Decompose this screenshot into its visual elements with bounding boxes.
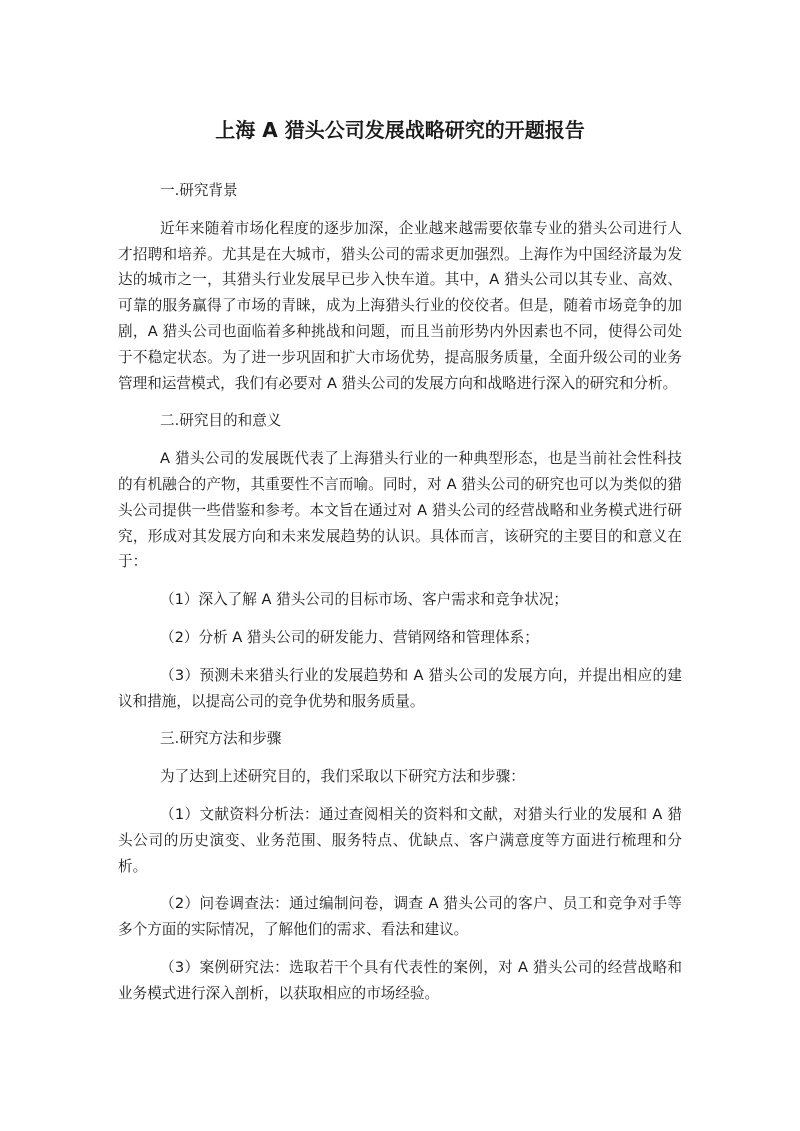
document-title: 上海 A 猎头公司发展战略研究的开题报告 [215, 118, 585, 142]
list-item: （3）案例研究法：选取若干个具有代表性的案例，对 A 猎头公司的经营战略和业务模式进行深入剖析，以获取相应的市场经验。 [118, 958, 682, 1002]
list-item: （3）预测未来猎头行业的发展趋势和 A 猎头公司的发展方向，并提出相应的建议和措施，以提高公司的竞争优势和服务质量。 [118, 666, 682, 710]
paragraph: 近年来随着市场化程度的逐步加深，企业越来越需要依靠专业的猎头公司进行人才招聘和培养。尤其是在大城市，猎头公司的需求更加强烈。上海作为中国经济最为发达的城市之一，其猎头行业发展早已步入快车道。其中，A 猎头公司以其专业、高效、可靠的服务赢得了市场的青睐，成为上海猎头行业的佼佼者。但是，随着市场竞争的加剧，A 猎头公司也面临着多种挑战和问题，而且当前形势内外因素也不同，使得公司处于不稳定状态。为了进一步巩固和扩大市场优势，提高服务质量，全面升级公司的业务管理和运营模式，我们有必要对 A 猎头公司的发展方向和战略进行深入的研究和分析。 [118, 219, 682, 392]
list-item: （1）文献资料分析法：通过查阅相关的资料和文献，对猎头行业的发展和 A 猎头公司的历史演变、业务范围、服务特点、优缺点、客户满意度等方面进行梳理和分析。 [118, 805, 682, 875]
list-item: （2）问卷调查法：通过编制问卷，调查 A 猎头公司的客户、员工和竞争对手等多个方面的实际情况，了解他们的需求、看法和建议。 [118, 895, 682, 939]
paragraph: 为了达到上述研究目的，我们采取以下研究方法和步骤： [160, 768, 525, 786]
paragraph: A 猎头公司的发展既代表了上海猎头行业的一种典型形态，也是当前社会性科技的有机融合的产物，其重要性不言而喻。同时，对 A 猎头公司的研究也可以为类似的猎头公司提供一些借鉴和参考。本文旨在通过对 A 猎头公司的经营战略和业务模式进行研究，形成对其发展方向和未来发展趋势的认识。具体而言，该研究的主要目的和意义在于： [118, 450, 682, 571]
section-heading: 三.研究方法和步骤 [160, 730, 282, 748]
section-heading: 二.研究目的和意义 [160, 412, 282, 430]
list-item: （2）分析 A 猎头公司的研发能力、营销网络和管理体系； [160, 628, 539, 646]
list-item: （1）深入了解 A 猎头公司的目标市场、客户需求和竞争状况； [160, 591, 568, 609]
document-body [118, 178, 682, 1019]
section-heading: 一.研究背景 [160, 182, 238, 199]
